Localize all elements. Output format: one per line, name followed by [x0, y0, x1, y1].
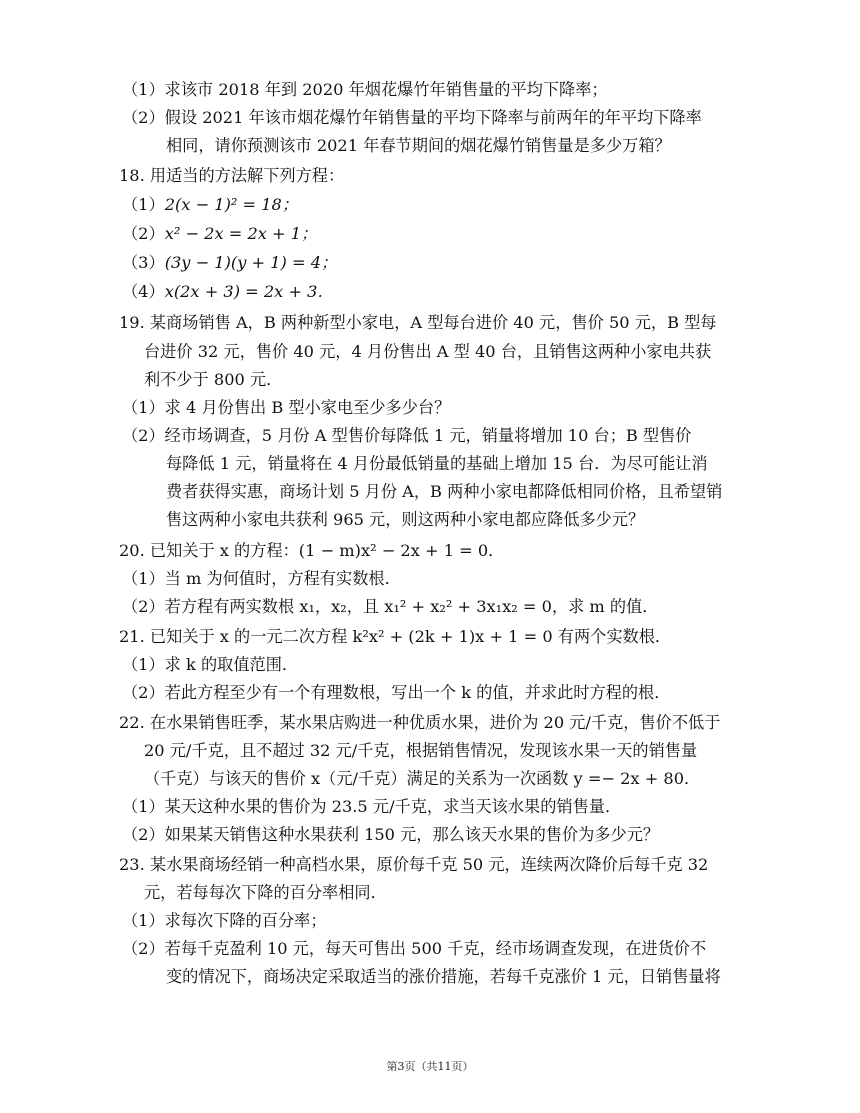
q20-part1: （1）当 m 为何值时，方程有实数根．	[122, 569, 401, 588]
part-marker: （1）	[122, 195, 165, 214]
q18-part2	[122, 222, 317, 246]
q23-stem-2: 元，若每每次下降的百分率相同．	[144, 883, 387, 902]
part-marker: （3）	[122, 253, 165, 272]
q22-stem-1: 22. 在水果销售旺季，某水果店购进一种优质水果，进价为 20 元/千克，售价不低于	[119, 713, 721, 732]
equation: x(2x + 3) = 2x + 3．	[164, 282, 334, 301]
q23-part2: （2）若每千克盈利 10 元，每天可售出 500 千克，经市场调查发现，在进货价不	[122, 939, 707, 958]
part-marker: （2）	[122, 224, 165, 243]
q22-part1: （1）某天这种水果的售价为 23.5 元/千克，求当天该水果的销售量．	[122, 797, 622, 816]
q17-part2: （2）假设 2021 年该市烟花爆竹年销售量的平均下降率与前两年的年平均下降率	[122, 108, 702, 127]
q18-part1	[122, 193, 298, 217]
q19-part2-cont2: 费者获得实惠，商场计划 5 月份 A，B 两种小家电都降低相同价格，且希望销	[166, 482, 723, 501]
q21-part2: （2）若此方程至少有一个有理数根，写出一个 k 的值，并求此时方程的根．	[122, 683, 671, 702]
q20-stem: 20. 已知关于 x 的方程：(1 − m)x² − 2x + 1 = 0．	[119, 541, 505, 560]
q19-stem-2: 台进价 32 元，售价 40 元，4 月份售出 A 型 40 台，且销售这两种小家电共获	[144, 342, 712, 361]
q18-part4	[122, 280, 334, 304]
q23-part2-cont: 变的情况下，商场决定采取适当的涨价措施，若每千克涨价 1 元，日销售量将	[166, 967, 721, 986]
q18-part3	[122, 251, 337, 275]
q20-part2: （2）若方程有两实数根 x₁，x₂，且 x₁² + x₂² + 3x₁x₂ = 0，求 m 的值．	[122, 597, 659, 616]
q19-part2-cont3: 售这两种小家电共获利 965 元，则这两种小家电都应降低多少元？	[166, 510, 645, 529]
q17-part1: （1）求该市 2018 年到 2020 年烟花爆竹年销售量的平均下降率；	[122, 80, 608, 99]
q19-stem-3: 利不少于 800 元．	[144, 370, 283, 389]
q21-part1: （1）求 k 的取值范围．	[122, 655, 299, 674]
q23-stem-1: 23. 某水果商场经销一种高档水果，原价每千克 50 元，连续两次降价后每千克 32	[119, 855, 709, 874]
equation: 2(x − 1)² = 18；	[164, 195, 299, 214]
q19-stem-1: 19. 某商场销售 A，B 两种新型小家电，A 型每台进价 40 元，售价 50 元，B 型每	[119, 313, 717, 332]
q22-stem-3: （千克）与该天的售价 x（元/千克）满足的关系为一次函数 y =− 2x + 80．	[144, 769, 701, 788]
q18-stem: 18. 用适当的方法解下列方程：	[119, 166, 345, 185]
q22-stem-2: 20 元/千克，且不超过 32 元/千克，根据销售情况，发现该水果一天的销售量	[144, 741, 698, 760]
page-footer: 第3页（共11页）	[386, 1060, 474, 1073]
q19-part2-cont1: 每降低 1 元，销量将在 4 月份最低销量的基础上增加 15 台．为尽可能让消	[166, 454, 708, 473]
q21-stem: 21. 已知关于 x 的一元二次方程 k²x² + (2k + 1)x + 1 = 0 有两个实数根．	[119, 627, 672, 646]
q19-part1: （1）求 4 月份售出 B 型小家电至少多少台？	[122, 398, 451, 417]
equation: (3y − 1)(y + 1) = 4；	[164, 253, 338, 272]
equation: x² − 2x = 2x + 1；	[164, 224, 318, 243]
q19-part2: （2）经市场调查，5 月份 A 型售价每降低 1 元，销量将增加 10 台；B 型售价	[122, 426, 692, 445]
q23-part1: （1）求每次下降的百分率；	[122, 911, 327, 930]
part-marker: （4）	[122, 282, 165, 301]
q17-part2-cont: 相同，请你预测该市 2021 年春节期间的烟花爆竹销售量是多少万箱？	[166, 136, 671, 155]
q22-part2: （2）如果某天销售这种水果获利 150 元，那么该天水果的售价为多少元？	[122, 825, 660, 844]
